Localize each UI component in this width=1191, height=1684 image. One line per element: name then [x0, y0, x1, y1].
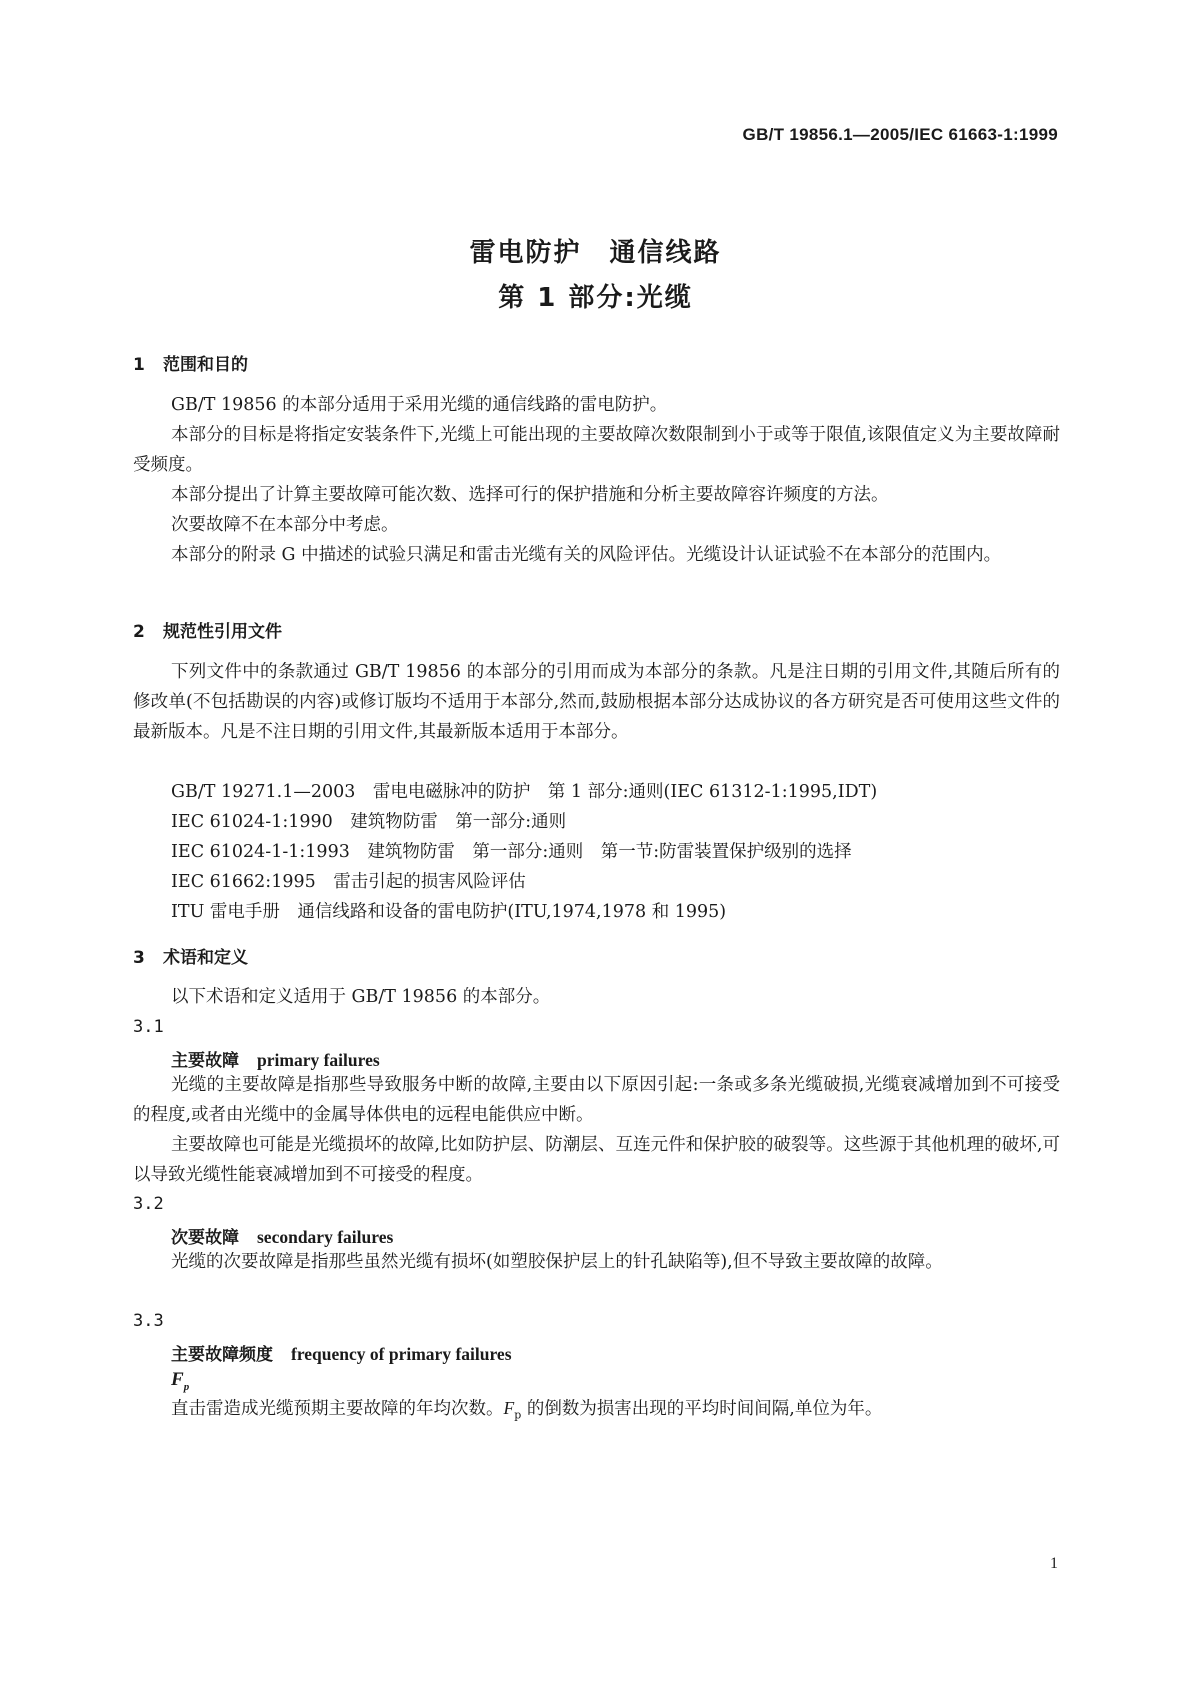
section-1-heading: 1 范围和目的	[133, 355, 248, 375]
reference-item: IEC 61662:1995 雷击引起的损害风险评估	[171, 872, 526, 892]
term-heading: 次要故障 secondary failures	[171, 1227, 394, 1248]
definition-para: 主要故障也可能是光缆损坏的故障,比如防护层、防潮层、互连元件和保护胶的破裂等。这些源于其他机理的破坏,可以导致光缆性能衰减增加到不可接受的程度。	[133, 1135, 1060, 1185]
definition-para: 光缆的主要故障是指那些导致服务中断的故障,主要由以下原因引起:一条或多条光缆破损,光缆衰减增加到不可接受的程度,或者由光缆中的金属导体供电的远程电能供应中断。	[133, 1075, 1060, 1125]
section-3-heading: 3 术语和定义	[133, 948, 248, 968]
section-3-intro: 以下术语和定义适用于 GB/T 19856 的本部分。	[171, 987, 551, 1007]
reference-item: IEC 61024-1:1990 建筑物防雷 第一部分:通则	[171, 812, 567, 832]
reference-item: ITU 雷电手册 通信线路和设备的雷电防护(ITU,1974,1978 和 1995)	[171, 902, 727, 922]
symbol-fp: $F_p$	[171, 1369, 190, 1393]
page-number: 1	[1050, 1555, 1058, 1572]
term-heading: 主要故障 primary failures	[171, 1050, 380, 1071]
section-1-para: 本部分的目标是将指定安装条件下,光缆上可能出现的主要故障次数限制到小于或等于限值,该限值定义为主要故障耐受频度。	[133, 425, 1060, 475]
document-title-line1: 雷电防护 通信线路	[469, 238, 722, 268]
section-1-para: 次要故障不在本部分中考虑。	[171, 515, 399, 535]
document-title-line2: 第 1 部分:光缆	[498, 283, 693, 313]
section-1-para: GB/T 19856 的本部分适用于采用光缆的通信线路的雷电防护。	[171, 395, 668, 415]
clause-number: 3.2	[133, 1194, 164, 1214]
section-2-intro: 下列文件中的条款通过 GB/T 19856 的本部分的引用而成为本部分的条款。凡是注日期的引用文件,其随后所有的修改单(不包括勘误的内容)或修订版均不适用于本部分,然而,鼓励根据本部分达成协议的各方研究是否可使用这些文件的最新版本。凡是不注日期的引用文件,其最新版本适用于本部分。	[133, 662, 1060, 742]
section-1-para: 本部分提出了计算主要故障可能次数、选择可行的保护措施和分析主要故障容许频度的方法。	[171, 485, 889, 505]
standard-code: GB/T 19856.1—2005/IEC 61663-1:1999	[742, 125, 1058, 144]
reference-item: GB/T 19271.1—2003 雷电电磁脉冲的防护 第 1 部分:通则(IEC 61312-1:1995,IDT)	[171, 782, 878, 802]
clause-number: 3.3	[133, 1311, 164, 1331]
definition-para: 直击雷造成光缆预期主要故障的年均次数。$F_p$ 的倒数为损害出现的平均时间间隔,单位为年。	[171, 1398, 883, 1422]
reference-item: IEC 61024-1-1:1993 建筑物防雷 第一部分:通则 第一节:防雷装置保护级别的选择	[171, 842, 852, 862]
section-2-heading: 2 规范性引用文件	[133, 622, 282, 642]
definition-para: 光缆的次要故障是指那些虽然光缆有损坏(如塑胶保护层上的针孔缺陷等),但不导致主要故障的故障。	[171, 1252, 943, 1272]
clause-number: 3.1	[133, 1017, 164, 1037]
term-heading: 主要故障频度 frequency of primary failures	[171, 1344, 512, 1365]
section-1-para: 本部分的附录 G 中描述的试验只满足和雷击光缆有关的风险评估。光缆设计认证试验不在本部分的范围内。	[171, 545, 1002, 565]
